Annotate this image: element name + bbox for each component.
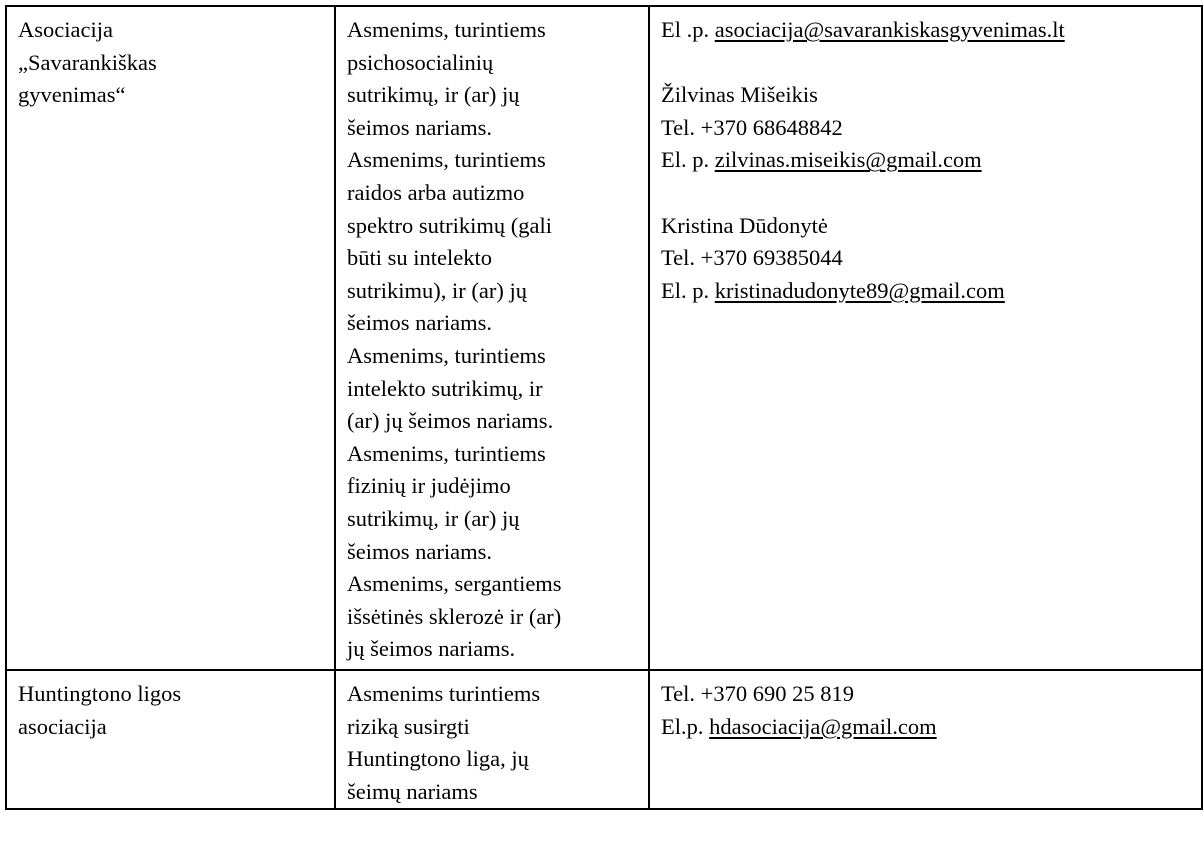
organization-name-line: „Savarankiškas	[18, 49, 157, 75]
target-group-line: Huntingtono liga, jų	[347, 746, 529, 772]
target-group-line: (ar) jų šeimos nariams.	[347, 408, 554, 434]
target-group-line: šeimos nariams.	[347, 310, 492, 336]
target-group-line: jų šeimos nariams.	[347, 636, 516, 662]
target-group-line: Asmenims, sergantiems	[347, 571, 562, 597]
contact-email-line	[661, 144, 1191, 177]
target-group-cell	[335, 670, 649, 809]
target-group-line: Asmenims turintiems	[347, 681, 541, 706]
target-group-line: šeimos nariams.	[347, 114, 492, 140]
contact-phone: Tel. +370 690 25 819	[661, 681, 854, 706]
table-row	[6, 670, 1202, 809]
contact-name: Kristina Dūdonytė	[661, 212, 828, 238]
email-label: El. p.	[661, 277, 715, 303]
target-group-line: sutrikimų, ir (ar) jų	[347, 82, 520, 108]
organization-name-line: Asociacija	[18, 17, 113, 42]
table-row	[6, 6, 1202, 670]
target-group-line: intelekto sutrikimų, ir	[347, 375, 543, 401]
target-group-line: sutrikimu), ir (ar) jų	[347, 277, 527, 303]
organization-name-line: Huntingtono ligos	[18, 681, 182, 706]
blank-line	[661, 177, 1191, 210]
target-group-line: riziką susirgti	[347, 713, 470, 739]
target-group-line: būti su intelekto	[347, 245, 492, 271]
contact-email-link[interactable]: hdasociacija@gmail.com	[709, 713, 937, 739]
organizations-table	[5, 5, 1203, 810]
email-label: El .p.	[661, 17, 715, 42]
contact-email-line	[661, 275, 1191, 308]
target-group-line: Asmenims, turintiems	[347, 17, 546, 42]
email-label: El. p.	[661, 147, 715, 173]
target-group-line: sutrikimų, ir (ar) jų	[347, 505, 520, 531]
organization-cell	[6, 6, 335, 670]
contact-name: Žilvinas Mišeikis	[661, 82, 818, 108]
target-group-line: šeimos nariams.	[347, 538, 492, 564]
target-group-line: Asmenims, turintiems	[347, 342, 546, 368]
target-group-line: Asmenims, turintiems	[347, 440, 546, 466]
target-group-line: raidos arba autizmo	[347, 179, 525, 205]
target-group-line: Asmenims, turintiems	[347, 147, 546, 173]
target-group-line: fizinių ir judėjimo	[347, 473, 511, 499]
contact-phone: Tel. +370 68648842	[661, 114, 843, 140]
blank-line	[661, 47, 1191, 80]
contact-email-line	[661, 711, 1191, 744]
contacts-cell	[649, 670, 1202, 809]
target-group-line: išsėtinės sklerozė ir (ar)	[347, 603, 562, 629]
org-email-line	[661, 14, 1191, 47]
contact-phone: Tel. +370 69385044	[661, 245, 843, 271]
contact-email-link[interactable]: zilvinas.miseikis@gmail.com	[714, 147, 982, 173]
contact-email-link[interactable]: kristinadudonyte89@gmail.com	[714, 277, 1005, 303]
org-email-link[interactable]: asociacija@savarankiskasgyvenimas.lt	[714, 17, 1065, 42]
target-group-cell	[335, 6, 649, 670]
organization-cell	[6, 670, 335, 809]
organization-name-line: asociacija	[18, 713, 107, 739]
email-label: El.p.	[661, 713, 710, 739]
target-group-line: šeimų nariams	[347, 778, 478, 804]
organization-name-line: gyvenimas“	[18, 82, 126, 108]
contacts-cell	[649, 6, 1202, 670]
target-group-line: spektro sutrikimų (gali	[347, 212, 552, 238]
target-group-line: psichosocialinių	[347, 49, 494, 75]
